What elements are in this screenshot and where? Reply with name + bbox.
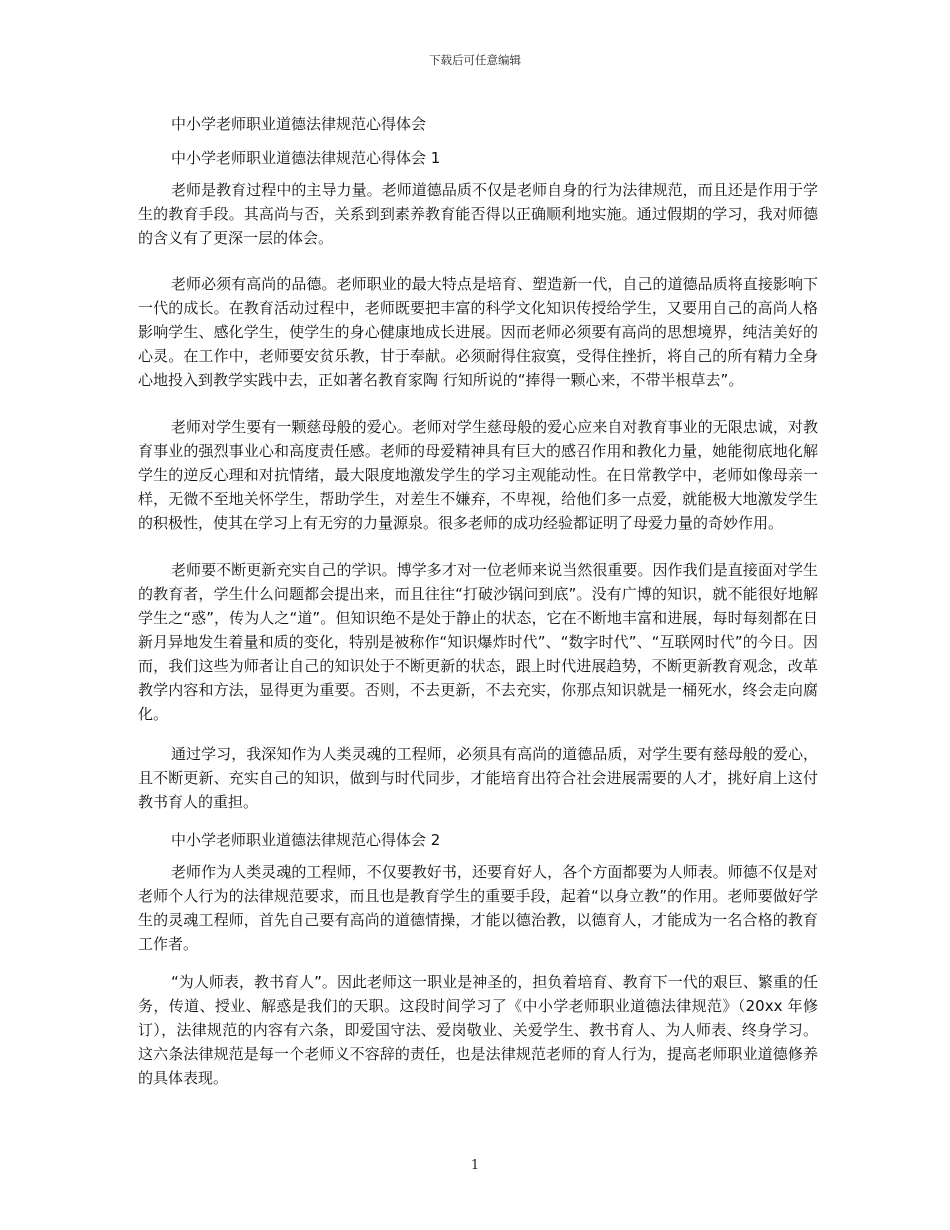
paragraph: 老师必须有高尚的品德。老师职业的最大特点是培育、塑造新一代，自己的道德品质将直接影响下一代的成长。在教育活动过程中，老师既要把丰富的科学文化知识传授给学生，又要用自己的高尚人格影响学生、感化学生，使学生的身心健康地成长进展。因而老师必须要有高尚的思想境界，纯洁美好的心灵。在工作中，老师要安贫乐教，甘于奉献。必须耐得住寂寞，受得住挫折，将自己的所有精力全身心地投入到教学实践中去，正如著名教育家陶 行知所说的“捧得一颗心来，不带半根草去”。 [138,275,818,389]
paragraph: 老师是教育过程中的主导力量。老师道德品质不仅是老师自身的行为法律规范，而且还是作用于学生的教育手段。其高尚与否，关系到到素养教育能否得以正确顺利地实施。通过假期的学习，我对师德的含义有了更深一层的体会。 [138,181,818,247]
paragraph: “为人师表，教书育人”。因此老师这一职业是神圣的，担负着培育、教育下一代的艰巨、繁重的任务，传道、授业、解惑是我们的天职。这段时间学习了《中小学老师职业道德法律规范》（20xx 年修订），法律规范的内容有六条，即爱国守法、爱岗敬业、关爱学生、教书育人、为人师表、终身学习。这六条法律规范是每一个老师义不容辞的责任，也是法律规范老师的育人行为，提高老师职业道德修养的具体表现。 [138,973,818,1087]
document-title: 中小学老师职业道德法律规范心得体会 [171,115,427,133]
paragraph: 老师作为人类灵魂的工程师，不仅要教好书，还要育好人，各个方面都要为人师表。师德不仅是对老师个人行为的法律规范要求，而且也是教育学生的重要手段，起着“以身立教”的作用。老师要做好学生的灵魂工程师，首先自己要有高尚的道德情操，才能以德治教，以德育人，才能成为一名合格的教育工作者。 [138,863,818,953]
section-1-title: 中小学老师职业道德法律规范心得体会 1 [171,149,441,167]
section-2-title: 中小学老师职业道德法律规范心得体会 2 [171,831,441,849]
page-number: 1 [470,1158,480,1173]
paragraph: 通过学习，我深知作为人类灵魂的工程师，必须具有高尚的道德品质，对学生要有慈母般的爱心，且不断更新、充实自己的知识，做到与时代同步，才能培育出符合社会进展需要的人才，挑好肩上这付教书育人的重担。 [138,745,818,811]
paragraph: 老师对学生要有一颗慈母般的爱心。老师对学生慈母般的爱心应来自对教育事业的无限忠诚，对教育事业的强烈事业心和高度责任感。老师的母爱精神具有巨大的感召作用和教化力量，她能彻底地化解学生的逆反心理和对抗情绪，最大限度地激发学生的学习主观能动性。在日常教学中，老师如像母亲一样，无微不至地关怀学生，帮助学生，对差生不嫌弃，不卑视，给他们多一点爱，就能极大地激发学生的积极性，使其在学习上有无穷的力量源泉。很多老师的成功经验都证明了母爱力量的奇妙作用。 [138,418,818,532]
header-note: 下载后可任意编辑 [429,53,521,67]
document-body [138,112,818,1090]
paragraph: 老师要不断更新充实自己的学识。博学多才对一位老师来说当然很重要。因作我们是直接面对学生的教育者，学生什么问题都会提出来，而且往往“打破沙锅问到底”。没有广博的知识，就不能很好地解学生之“惑”，传为人之“道”。但知识绝不是处于静止的状态，它在不断地丰富和进展，每时每刻都在日新月异地发生着量和质的变化，特别是被称作“知识爆炸时代”、“数字时代”、“互联网时代”的今日。因而，我们这些为师者让自己的知识处于不断更新的状态，跟上时代进展趋势，不断更新教育观念，改革教学内容和方法，显得更为重要。否则，不去更新，不去充实，你那点知识就是一桶死水，终会走向腐化。 [138,561,818,723]
